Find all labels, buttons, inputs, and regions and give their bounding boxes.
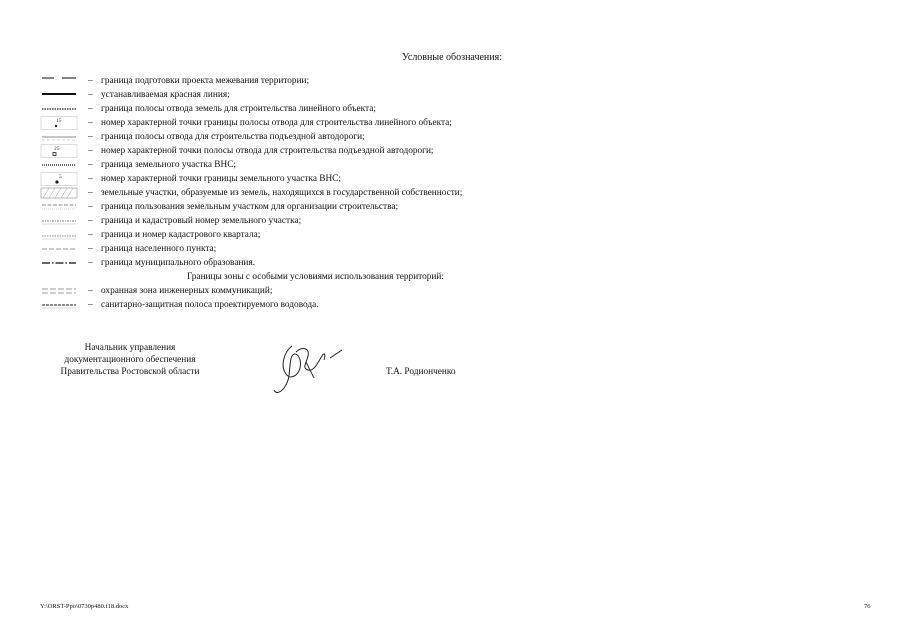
cadastral-quarter-icon [40,228,78,242]
legend-item [40,144,560,158]
settlement-boundary-icon [40,242,78,256]
legend-item-text: устанавливаемая красная линия; [101,90,230,100]
legend-item-text: граница и кадастровый номер земельного участка; [101,216,302,226]
legend-item [40,88,560,102]
legend-dash: – [88,258,93,268]
legend-dash: – [88,104,93,114]
legend-dash: – [88,216,93,226]
red-line-icon [40,88,78,102]
utility-protection-zone-icon [40,284,78,298]
position-line: документационного обеспечения [64,355,196,365]
legend-dash: – [88,202,93,212]
page-number: 76 [864,603,871,610]
legend-item-text: номер характерной точки полосы отвода для строительства подъездной автодороги; [101,146,434,156]
zones-heading-text: Границы зоны с особыми условиями использования территорий: [187,272,444,282]
legend-item [40,284,560,298]
legend-dash: – [88,244,93,254]
sanitary-strip-icon [40,298,78,312]
legend-item-text: граница населенного пункта; [101,244,217,254]
legend-dash: – [88,174,93,184]
legend [40,74,560,312]
point-number-icon [40,116,78,130]
legend-dash: – [88,300,93,310]
project-boundary-line-icon [40,74,78,88]
municipal-boundary-icon [40,256,78,270]
road-point-number-icon [40,144,78,158]
legend-item [40,242,560,256]
legend-dash: – [88,76,93,86]
legend-item [40,158,560,172]
legend-item [40,116,560,130]
legend-item [40,130,560,144]
right-of-way-line-icon [40,102,78,116]
legend-dash: – [88,286,93,296]
svg-text:5: 5 [59,174,62,180]
legend-item [40,214,560,228]
legend-item-text: номер характерной точки границы полосы отвода для строительства линейного объекта; [101,118,452,128]
vns-parcel-line-icon [40,158,78,172]
legend-item [40,172,560,186]
access-road-line-icon [40,130,78,144]
vns-point-number-icon [40,172,78,186]
legend-item [40,200,560,214]
footer-file-path: Y:\ORST-Ppo\0730p480.f18.docx [40,603,129,610]
legend-item [40,186,560,200]
legend-item-text: граница муниципального образования. [101,258,256,268]
signatory-position [40,342,220,378]
handwritten-signature [262,338,352,403]
legend-item-text: граница подготовки проекта межевания территории; [101,76,310,86]
legend-dash: – [88,230,93,240]
legend-item-text: охранная зона инженерных коммуникаций; [101,286,273,296]
signatory-name: Т.А. Родионченко [386,367,456,377]
position-line: Правительства Ростовской области [60,367,200,377]
legend-item-text: граница полосы отвода земель для строительства линейного объекта; [101,104,376,114]
legend-item [40,228,560,242]
svg-text:25: 25 [54,146,60,152]
legend-item [40,102,560,116]
legend-item [40,256,560,270]
legend-dash: – [88,188,93,198]
legend-item-text: граница пользования земельным участком для организации строительства; [101,202,399,212]
zones-heading [40,270,560,284]
legend-item-text: номер характерной точки границы земельного участка ВНС; [101,174,341,184]
position-line: Начальник управления [84,343,176,353]
construction-use-line-icon [40,200,78,214]
legend-dash: – [88,160,93,170]
legend-dash: – [88,90,93,100]
legend-title: Условные обозначения: [402,52,503,63]
legend-item-text: санитарно-защитная полоса проектируемого водовода. [101,300,319,310]
cadastral-parcel-icon [40,214,78,228]
legend-item-text: граница полосы отвода для строительства подъездной автодороги; [101,132,365,142]
legend-dash: – [88,146,93,156]
legend-dash: – [88,118,93,128]
legend-item-text: земельные участки, образуемые из земель, находящихся в государственной собственности; [101,188,463,198]
legend-item-text: граница земельного участка ВНС; [101,160,236,170]
svg-text:15: 15 [56,118,62,124]
legend-dash: – [88,132,93,142]
state-land-hatch-icon [40,186,78,200]
legend-item-text: граница и номер кадастрового квартала; [101,230,261,240]
legend-item [40,74,560,88]
legend-item [40,298,560,312]
